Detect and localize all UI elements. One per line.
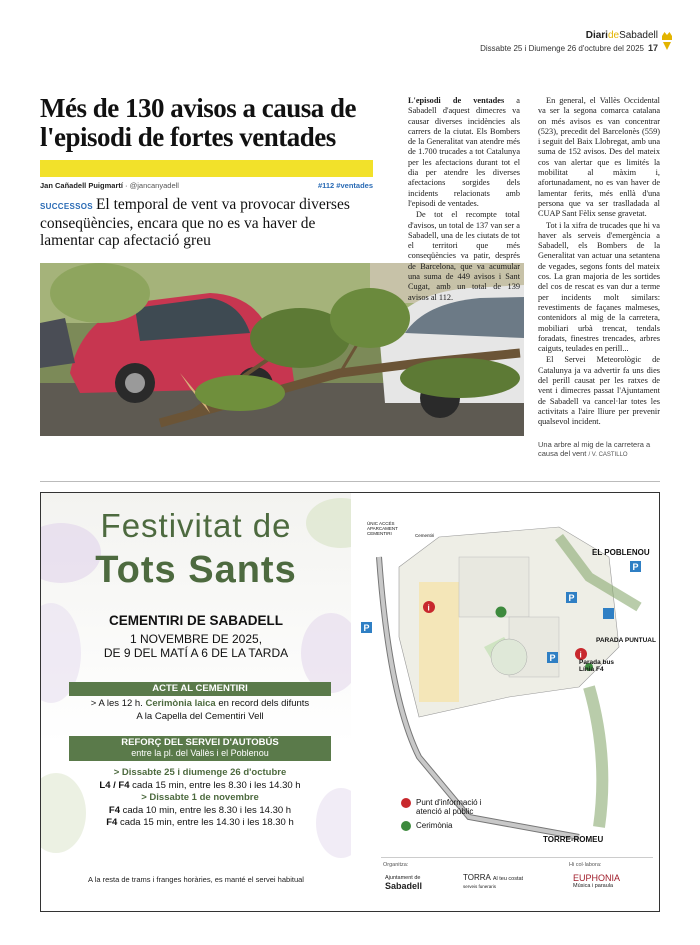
map-label-torre-romeu: TORRE-ROMEU bbox=[543, 835, 604, 844]
newspaper-brand: DiarideSabadell bbox=[585, 30, 658, 41]
ad-footnote: A la resta de trams i franges horàries, es manté el servei habitual bbox=[88, 875, 304, 884]
dateline bbox=[480, 43, 658, 53]
map-label-parada-puntual: PARADA PUNTUAL bbox=[596, 637, 656, 644]
ad-info-panel bbox=[41, 493, 351, 911]
map-label-access: ÚNIC ACCÉS APARCAMENT CEMENTIRI bbox=[367, 521, 398, 536]
svg-text:i: i bbox=[579, 650, 582, 660]
paragraph-1: L'episodi de ventades a Sabadell d'aquest dimecres va causar diverses incidències als carrers de la ciutat. Els Bombers de la Generalitat van atendre més de 1.700 trucades a tot Catalunya per les afectacions durant tot el dia per atendre les diverses afectacions sorgides dels incidents relacionats amb l'episodi de ventades. bbox=[408, 96, 520, 208]
paragraph-3: En general, el Vallès Occidental va ser la segona comarca catalana on més avisos es van concentrar (523), precedit del Barcelonès (559) i seguit del Baix Llobregat, amb una suma de 152 avisos. Des del mateix cos van alertar que es limités la mobilitat al màxim i, afortunadament, no es van haver de lamentar ferits, més enllà d'una persona que va ser traslladada al CUAP Sant Fèlix sense gravetat. bbox=[538, 96, 660, 219]
act-details: > A les 12 h. Cerimònia laica en record dels difunts A la Capella del Cementiri Vell bbox=[90, 698, 310, 722]
map-legend bbox=[401, 798, 508, 836]
article-tags[interactable]: #112 #ventades bbox=[317, 181, 373, 190]
svg-text:P: P bbox=[568, 593, 575, 603]
svg-text:P: P bbox=[632, 562, 639, 572]
legend-info: Punt d'informació i atenció al públic bbox=[401, 798, 508, 816]
bus-schedule: > Dissabte 25 i diumenge 26 d'octubre L4 / F4 cada 15 min, entre les 8.30 i les 14.30 h > Dissabte 1 de novembre F4 cada 10 min, entre les 8.30 i les 14.30 h F4 cada 15 min, entre les 14.30 i les 18.30 h bbox=[99, 767, 301, 828]
ad-title-line2: Tots Sants bbox=[95, 549, 297, 591]
ad-title-line1: Festivitat de bbox=[100, 507, 292, 544]
byline: Jan Cañadell Puigmartí · @jancanyadell #112 #ventades bbox=[40, 181, 373, 190]
page-number: 17 bbox=[647, 43, 658, 53]
band-bus: REFORÇ DEL SERVEI D'AUTOBÚS entre la pl. del Vallès i el Poblenou bbox=[69, 736, 331, 761]
organitza-label: Organitza: bbox=[383, 862, 409, 868]
map-label-poblenou: EL POBLENOU bbox=[592, 548, 650, 557]
map-label-cementiri: Cementiri bbox=[415, 533, 435, 538]
section-label: SUCCESSOS bbox=[40, 202, 93, 211]
paragraph-5: El Servei Meteorològic de Catalunya ja va advertir fa uns dies del perill causat per les ratxes de vent i dimecres passat l'Ajuntament de Sabadell va cancel·lar totes les activitats a l'aire lliure per prevenir qualsevol incident. bbox=[538, 355, 660, 427]
section-divider bbox=[40, 481, 660, 482]
collabora-label: Hi col·labora: bbox=[569, 862, 602, 868]
article-column-2 bbox=[538, 96, 660, 429]
article-headline: Més de 130 avisos a causa de l'episodi de fortes ventades bbox=[40, 93, 356, 152]
article-column-1 bbox=[408, 96, 520, 304]
map-label-bus-stop: Parada bus Línia F4 bbox=[579, 659, 615, 673]
sponsor-logos bbox=[381, 857, 653, 909]
legend-ceremony: Cerimònia bbox=[401, 821, 508, 831]
tots-sants-advertisement bbox=[40, 492, 660, 912]
article-subhead: SUCCESSOS El temporal de vent va provocar diverses conseqüències, encara que no es va haver de lamentar cap afectació greu bbox=[40, 196, 350, 249]
photo-credit: / V. CASTILLO bbox=[588, 452, 628, 458]
crown-icon bbox=[662, 32, 672, 50]
paragraph-4: Tot i la xifra de trucades que hi va haver als serveis d'emergència a Sabadell, els Bombers de la Generalitat van actuar una setantena de vegades, segons fonts del mateix cos. La gran majoria de les sortides del cos de rescat es van dur a terme per incidents molt similars: revestiments de façanes malmeses, contenidors al mig de la carretera, mobiliari urbà trencat, tendals foradats, finestres trencades, arbres caiguts, teulades en perill... bbox=[538, 220, 660, 354]
author-handle[interactable]: @jancanyadell bbox=[129, 181, 179, 190]
logo-ajuntament: Ajuntament de Sabadell bbox=[385, 875, 423, 891]
svg-text:P: P bbox=[363, 623, 370, 633]
svg-text:i: i bbox=[427, 603, 430, 613]
paragraph-2: De tot el recompte total d'avisos, un total de 137 van ser a Sabadell, una de les ciutats de tot el territori que més conseqüències va patir, després de Barcelona, que va acumular una suma de 449 avisos i Sant Cugat, amb un total de 139 avisos al 112. bbox=[408, 210, 520, 302]
svg-text:P: P bbox=[549, 653, 556, 663]
author-name: Jan Cañadell Puigmartí bbox=[40, 181, 123, 190]
info-point-icon bbox=[401, 798, 411, 808]
issue-date: Dissabte 25 i Diumenge 26 d'octubre del 2025 bbox=[480, 44, 644, 53]
band-act: ACTE AL CEMENTIRI bbox=[69, 682, 331, 696]
logo-euphonia: EUPHONIA Música i paraula bbox=[573, 873, 621, 889]
headline-highlight-bar bbox=[40, 160, 373, 177]
masthead bbox=[480, 30, 658, 53]
ad-date: 1 NOVEMBRE DE 2025, DE 9 DEL MATÍ A 6 DE LA TARDA bbox=[103, 632, 289, 660]
ceremony-icon bbox=[401, 821, 411, 831]
logo-torra: TORRA Al teu costat serveis funeraris bbox=[463, 873, 524, 889]
photo-caption: Una arbre al mig de la carretera a causa del vent / V. CASTILLO bbox=[538, 440, 651, 458]
ad-venue: CEMENTIRI DE SABADELL bbox=[108, 613, 283, 628]
